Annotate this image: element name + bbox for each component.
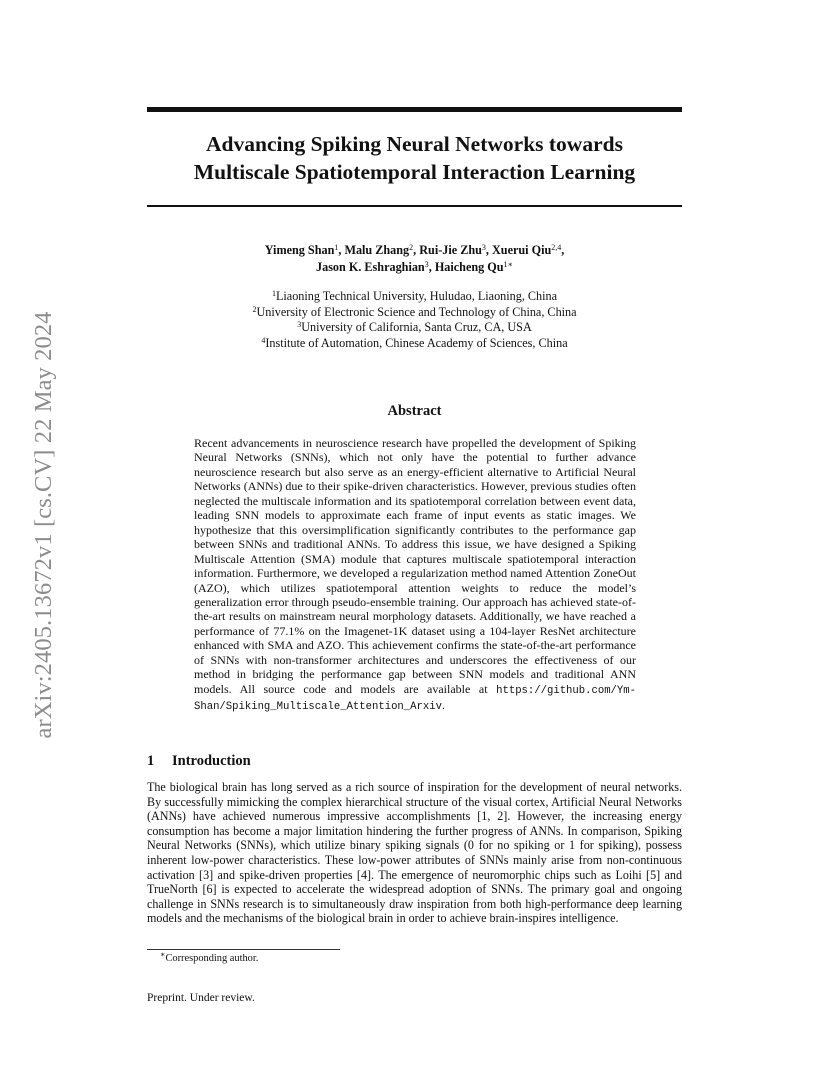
affiliation-item [147, 289, 682, 305]
author-name: Jason K. Eshraghian [316, 260, 425, 274]
footnote-mark: ∗ [160, 950, 166, 959]
author-separator: , [338, 243, 345, 257]
affiliation-number: 3 [297, 320, 302, 329]
author-affiliation-mark: 1∗ [503, 260, 513, 269]
title-line-2: Multiscale Spatiotemporal Interaction Learning [193, 160, 636, 184]
footnote-rule [147, 949, 340, 950]
paper-title [147, 130, 682, 186]
affiliation-item [147, 305, 682, 321]
author-separator: , [428, 260, 435, 274]
affiliation-item [147, 336, 682, 352]
preprint-footer: Preprint. Under review. [147, 992, 255, 1004]
affiliation-list [147, 289, 682, 351]
affiliation-number: 4 [261, 335, 266, 345]
author-line-1 [147, 242, 682, 259]
author-separator: , [413, 243, 420, 257]
section-heading-introduction [147, 753, 682, 770]
affiliation-text: University of Electronic Science and Technology of China, China [256, 304, 577, 319]
abstract-heading: Abstract [387, 403, 442, 419]
affiliation-text: Liaoning Technical University, Huludao, Liaoning, China [275, 289, 558, 303]
author-list [147, 242, 682, 276]
abstract-text: Recent advancements in neuroscience research have propelled the development of Spiking Neural Networks (SNNs), which not only have the potential to further advance neuroscience research but also serve as an energy-efficient alternative to Artificial Neural Networks (ANNs) due to their spike-driven characteristics. However, previous studies often neglected the multiscale information and its spatiotemporal correlation between event data, leading SNN models to approximate each frame of input events as static images. We hypothesize that this oversimplification significantly contributes to the performance gap between SNNs and traditional ANNs. To address this issue, we have designed a Spiking Multiscale Attention (SMA) module that captures multiscale spatiotemporal interaction information. Furthermore, we developed a regularization method named Attention ZoneOut (AZO), which utilizes spatiotemporal attention weights to reduce the model’s generalization error through pseudo-ensemble training. Our approach has achieved state-of-the-art results on mainstream neural morphology datasets. Additionally, we have reached a performance of 77.1% on the Imagenet-1K dataset using a 104-layer ResNet architecture enhanced with SMA and AZO. This achievement confirms the state-of-the-art performance of SNNs with non-transformer architectures and underscores the effectiveness of our method in bridging the performance gap between SNN models and traditional ANN models. All source code and models are available at [194, 436, 636, 696]
section-title: Introduction [172, 753, 251, 769]
title-bottom-rule [147, 205, 682, 207]
source-code-link[interactable]: https://github.com/Ym-Shan/Spiking_Multiscale_Attention_Arxiv [194, 684, 636, 714]
title-line-1: Advancing Spiking Neural Networks towards [206, 132, 623, 156]
author-name: Xuerui Qiu [491, 243, 552, 257]
abstract-end-period: . [441, 698, 445, 713]
footnote-text: Corresponding author. [165, 953, 259, 964]
author-name: Malu Zhang [344, 243, 410, 257]
title-top-rule [147, 107, 682, 112]
author-name: Rui-Jie Zhu [419, 243, 482, 257]
introduction-paragraph: The biological brain has long served as a rich source of inspiration for the development of neural networks. By successfully mimicking the complex hierarchical structure of the visual cortex, Artificial Neural Networks (ANNs) have achieved numerous impressive accomplishments [1, 2]. However, the increasing energy consumption has become a major limitation hindering the further progress of ANNs. In comparison, Spiking Neural Networks (SNNs), which utilize binary spiking signals (0 for no spiking or 1 for spiking), possess inherent low-power characteristics. These low-power attributes of SNNs mainly arise from non-continuous activation [3] and spike-driven properties [4]. The emergence of neuromorphic chips such as Loihi [5] and TrueNorth [6] is expected to accelerate the widespread adoption of SNNs. The primary goal and ongoing challenge in SNNs research is to simultaneously draw inspiration from both high-performance deep learning models and the mechanisms of the biological brain in order to achieve brain-inspires intelligence. [147, 780, 682, 926]
author-affiliation-mark: 2 [409, 243, 414, 252]
affiliation-text: Institute of Automation, Chinese Academy of Sciences, China [265, 335, 568, 350]
affiliation-text: University of California, Santa Cruz, CA, USA [301, 320, 532, 334]
author-separator: , [485, 243, 492, 257]
footnote [160, 952, 560, 965]
arxiv-stamp-text[interactable]: arXiv:2405.13672v1 [cs.CV] 22 May 2024 [30, 311, 57, 739]
author-name: Haicheng Qu [434, 260, 504, 274]
author-name: Yimeng Shan [264, 243, 335, 257]
affiliation-item [147, 320, 682, 336]
author-line-2 [147, 259, 682, 276]
affiliation-number: 1 [271, 289, 276, 298]
affiliation-number: 2 [252, 304, 257, 314]
author-affiliation-mark: 1 [334, 243, 339, 252]
author-affiliation-mark: 2,4 [551, 243, 562, 252]
author-separator: , [561, 243, 565, 257]
abstract-body [194, 436, 636, 715]
author-affiliation-mark: 3 [424, 260, 429, 269]
author-affiliation-mark: 3 [481, 243, 486, 252]
section-number: 1 [147, 753, 155, 769]
